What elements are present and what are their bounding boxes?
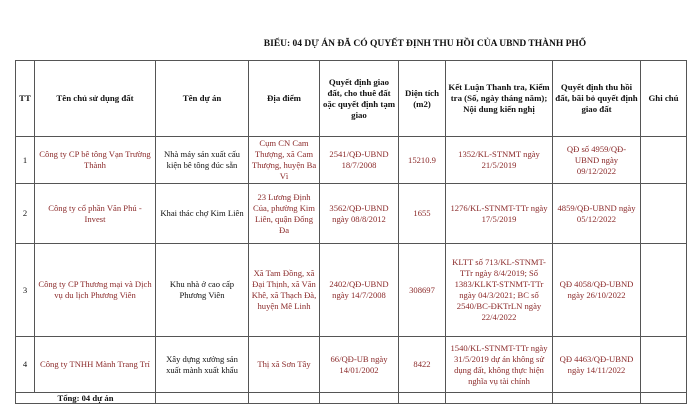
cell-area: 1655	[399, 184, 446, 244]
table-row	[16, 184, 687, 244]
cell-notes	[641, 337, 687, 393]
total-label: Tổng: 04 dự án	[16, 393, 156, 404]
cell-allocation-decision: 3562/QĐ-UBND ngày 08/8/2012	[320, 184, 399, 244]
total-cell-area	[399, 393, 446, 404]
cell-area: 15210.9	[399, 137, 446, 184]
total-cell-location	[249, 393, 320, 404]
cell-owner: Công ty TNHH Mành Trang Trí	[35, 337, 156, 393]
header-allocation-decision: Quyết định giao đất, cho thuê đất oặc quyết định tạm giao	[320, 61, 399, 137]
cell-allocation-decision: 66/QĐ-UB ngày 14/01/2002	[320, 337, 399, 393]
cell-location: Thị xã Sơn Tây	[249, 337, 320, 393]
table-row	[16, 137, 687, 184]
cell-notes	[641, 137, 687, 184]
cell-allocation-decision: 2402/QĐ-UBND ngày 14/7/2008	[320, 244, 399, 337]
cell-project: Khu nhà ở cao cấp Phương Viên	[156, 244, 249, 337]
cell-project: Xây dựng xưởng sản xuất mành xuất khẩu	[156, 337, 249, 393]
cell-revocation: QĐ 4463/QĐ-UBND ngày 14/11/2022	[553, 337, 641, 393]
table-row	[16, 244, 687, 337]
header-project: Tên dự án	[156, 61, 249, 137]
header-location: Địa điểm	[249, 61, 320, 137]
cell-inspection: KLTT số 713/KL-STNMT-TTr ngày 8/4/2019; Số 1383/KLKT-STNMT-TTr ngày 04/3/2021; BC số 2540/BC-ĐKTrLN ngày 22/4/2022	[446, 244, 553, 337]
cell-tt: 1	[16, 137, 35, 184]
cell-area: 8422	[399, 337, 446, 393]
cell-inspection: 1276/KL-STNMT-TTr ngày 17/5/2019	[446, 184, 553, 244]
cell-inspection: 1540/KL-STNMT-TTr ngày 31/5/2019 dự án không sử dụng đất, không thực hiện nghĩa vụ tài chính	[446, 337, 553, 393]
table-row	[16, 337, 687, 393]
total-cell-revocation	[553, 393, 641, 404]
cell-tt: 3	[16, 244, 35, 337]
header-notes: Ghi chú	[641, 61, 687, 137]
cell-owner: Công ty cổ phần Văn Phú - Invest	[35, 184, 156, 244]
cell-allocation-decision: 2541/QĐ-UBND 18/7/2008	[320, 137, 399, 184]
total-row	[16, 393, 687, 404]
projects-table	[15, 60, 687, 404]
cell-tt: 4	[16, 337, 35, 393]
cell-owner: Công ty CP bê tông Vạn Trường Thành	[35, 137, 156, 184]
total-cell-project	[156, 393, 249, 404]
cell-location: Cụm CN Cam Thượng, xã Cam Thượng, huyện Ba Vì	[249, 137, 320, 184]
cell-revocation: QĐ số 4959/QĐ-UBND ngày 09/12/2022	[553, 137, 641, 184]
cell-location: 23 Lương Định Của, phường Kim Liên, quận Đống Đa	[249, 184, 320, 244]
cell-area: 308697	[399, 244, 446, 337]
header-area: Diện tích (m2)	[399, 61, 446, 137]
cell-project: Nhà máy sản xuất cấu kiện bê tông đúc sẵn	[156, 137, 249, 184]
header-row	[16, 61, 687, 137]
total-cell-allocation-decision	[320, 393, 399, 404]
cell-project: Khai thác chợ Kim Liên	[156, 184, 249, 244]
cell-revocation: QĐ 4058/QĐ-UBND ngày 26/10/2022	[553, 244, 641, 337]
cell-tt: 2	[16, 184, 35, 244]
header-tt: TT	[16, 61, 35, 137]
cell-location: Xã Tam Đồng, xã Đại Thịnh, xã Văn Khê, xã Thạch Đà, huyện Mê Linh	[249, 244, 320, 337]
header-revocation: Quyết định thu hồi đất, bãi bỏ quyết định giao đất	[553, 61, 641, 137]
document-title: BIỂU: 04 DỰ ÁN ĐÃ CÓ QUYẾT ĐỊNH THU HỒI CỦA UBND THÀNH PHỐ	[263, 39, 587, 49]
cell-revocation: 4859/QĐ-UBND ngày 05/12/2022	[553, 184, 641, 244]
total-cell-notes	[641, 393, 687, 404]
total-cell-inspection	[446, 393, 553, 404]
cell-notes	[641, 184, 687, 244]
cell-notes	[641, 244, 687, 337]
header-owner: Tên chủ sử dụng đất	[35, 61, 156, 137]
cell-inspection: 1352/KL-STNMT ngày 21/5/2019	[446, 137, 553, 184]
cell-owner: Công ty CP Thương mại và Dịch vụ du lịch Phương Viên	[35, 244, 156, 337]
header-inspection: Kết Luận Thanh tra, Kiểm tra (Số, ngày tháng năm); Nội dung kiến nghị	[446, 61, 553, 137]
